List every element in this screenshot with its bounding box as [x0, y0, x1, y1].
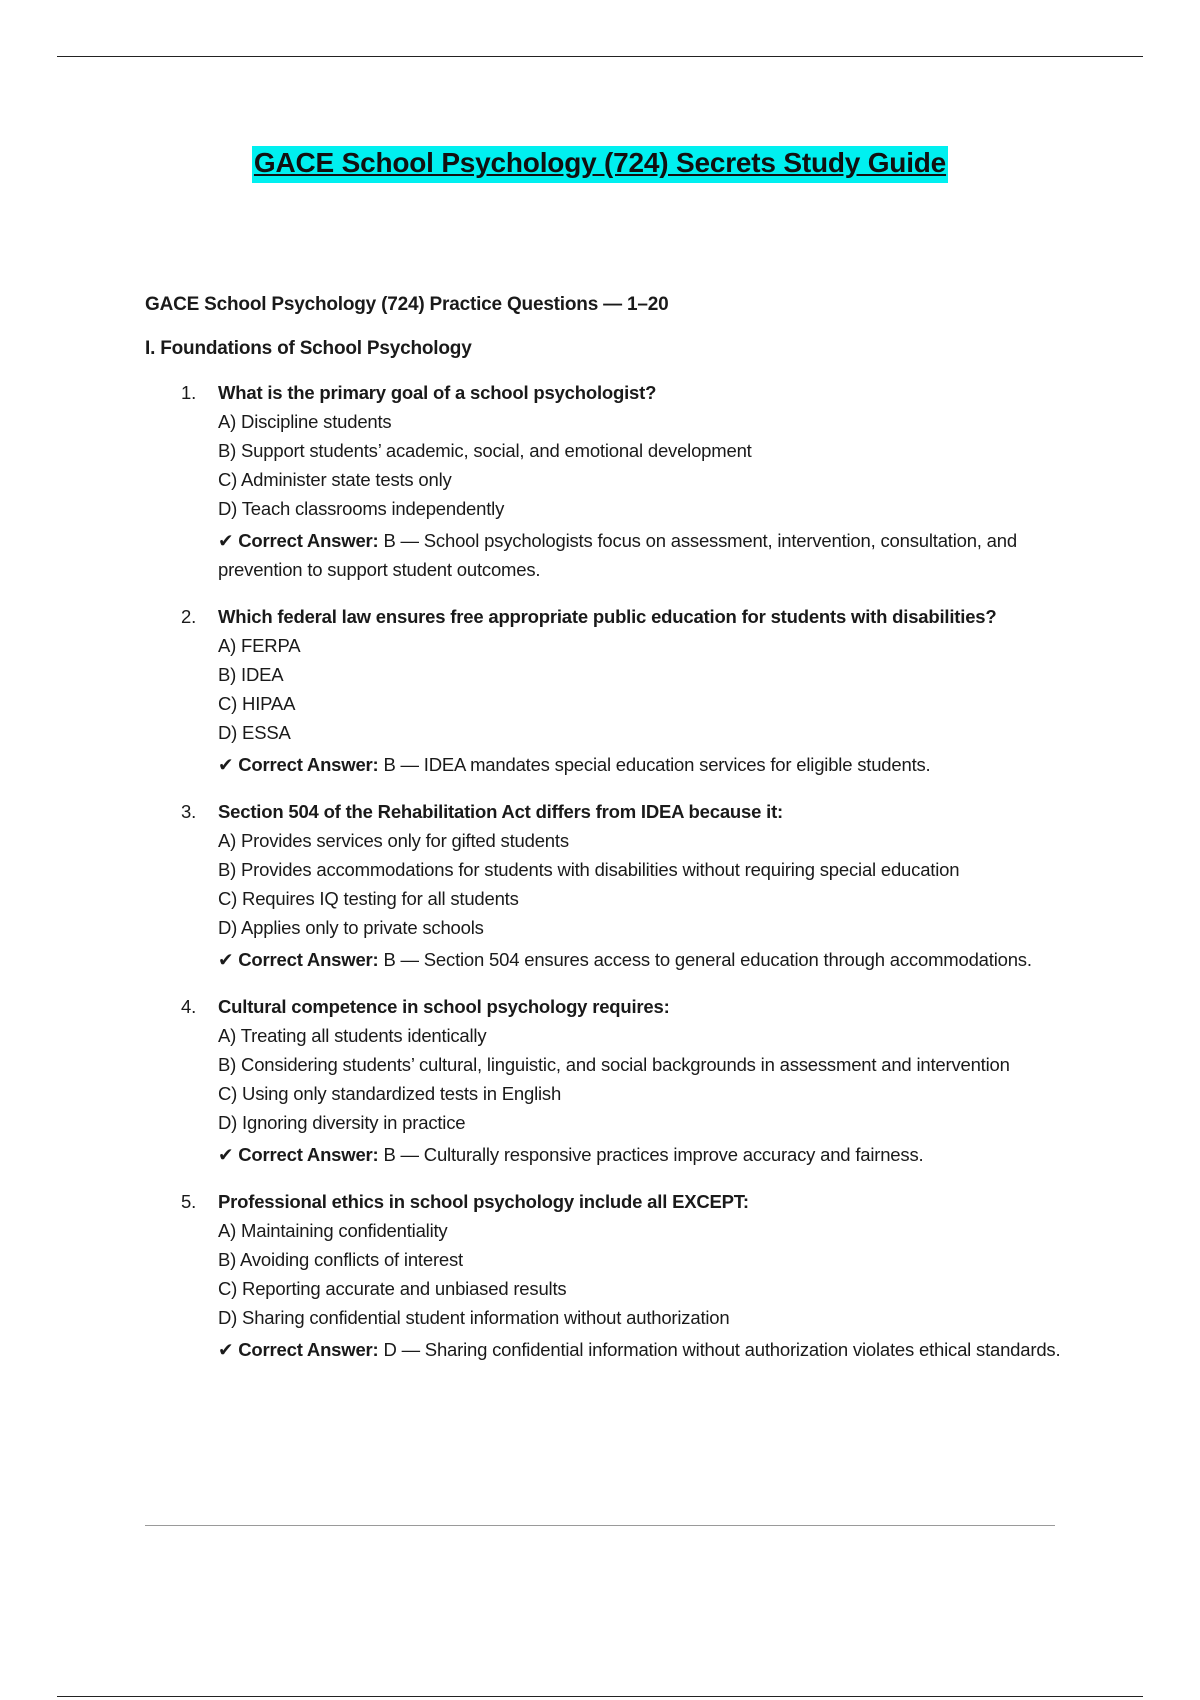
- document-title: GACE School Psychology (724) Secrets Study Guide: [252, 146, 948, 183]
- question-item: [145, 602, 1065, 779]
- checkmark-icon: ✔: [218, 949, 234, 970]
- practice-questions-heading: GACE School Psychology (724) Practice Questions — 1–20: [145, 294, 669, 315]
- checkmark-icon: ✔: [218, 1339, 234, 1360]
- correct-answer: [218, 1335, 1065, 1364]
- checkmark-icon: ✔: [218, 754, 234, 775]
- question-item: [145, 797, 1065, 974]
- question-number: 2.: [181, 606, 197, 627]
- question-list: [145, 378, 1065, 1364]
- correct-answer-label: Correct Answer:: [238, 754, 379, 775]
- question-item: [145, 378, 1065, 584]
- question-text: Cultural competence in school psychology requires:: [218, 996, 670, 1017]
- question-text: Professional ethics in school psychology include all EXCEPT:: [218, 1191, 749, 1212]
- answer-option: B) IDEA: [218, 664, 284, 685]
- answer-option: C) Using only standardized tests in English: [218, 1083, 562, 1104]
- correct-answer: [218, 750, 1065, 779]
- question-text: What is the primary goal of a school psychologist?: [218, 382, 657, 403]
- correct-answer-label: Correct Answer:: [238, 1144, 379, 1165]
- correct-answer-label: Correct Answer:: [238, 1339, 379, 1360]
- question-item: [145, 1187, 1065, 1364]
- correct-answer-text: B — School psychologists focus on assessment, intervention, consultation, and prevention to support student outcomes.: [218, 530, 1017, 580]
- correct-answer-text: B — Culturally responsive practices improve accuracy and fairness.: [383, 1144, 924, 1165]
- answer-option: C) Administer state tests only: [218, 469, 452, 490]
- page-bottom-rule: [57, 1696, 1143, 1697]
- correct-answer-label: Correct Answer:: [238, 530, 379, 551]
- correct-answer: [218, 945, 1065, 974]
- answer-option: B) Considering students’ cultural, linguistic, and social backgrounds in assessment and intervention: [218, 1054, 1010, 1075]
- answer-option: D) Ignoring diversity in practice: [218, 1112, 466, 1133]
- page-top-rule: [57, 56, 1143, 57]
- answer-option: A) Discipline students: [218, 411, 392, 432]
- question-number: 5.: [181, 1191, 197, 1212]
- answer-option: C) HIPAA: [218, 693, 296, 714]
- checkmark-icon: ✔: [218, 530, 234, 551]
- answer-option: D) Teach classrooms independently: [218, 498, 505, 519]
- answer-option: D) Sharing confidential student information without authorization: [218, 1307, 730, 1328]
- section-divider: [145, 1525, 1055, 1526]
- answer-option: A) Treating all students identically: [218, 1025, 487, 1046]
- answer-option: A) Maintaining confidentiality: [218, 1220, 448, 1241]
- answer-option: C) Requires IQ testing for all students: [218, 888, 519, 909]
- question-number: 4.: [181, 996, 197, 1017]
- answer-option: A) FERPA: [218, 635, 301, 656]
- answer-option: B) Provides accommodations for students with disabilities without requiring special education: [218, 859, 960, 880]
- answer-option: B) Avoiding conflicts of interest: [218, 1249, 463, 1270]
- question-number: 1.: [181, 382, 197, 403]
- question-text: Which federal law ensures free appropriate public education for students with disabilities?: [218, 606, 997, 627]
- correct-answer-label: Correct Answer:: [238, 949, 379, 970]
- correct-answer: [218, 526, 1065, 584]
- correct-answer-text: B — IDEA mandates special education services for eligible students.: [383, 754, 931, 775]
- document-content: [145, 294, 1065, 1382]
- correct-answer: [218, 1140, 1065, 1169]
- question-item: [145, 992, 1065, 1169]
- correct-answer-text: B — Section 504 ensures access to general education through accommodations.: [383, 949, 1032, 970]
- answer-option: C) Reporting accurate and unbiased results: [218, 1278, 567, 1299]
- question-text: Section 504 of the Rehabilitation Act differs from IDEA because it:: [218, 801, 783, 822]
- question-number: 3.: [181, 801, 197, 822]
- answer-option: D) ESSA: [218, 722, 291, 743]
- title-container: [0, 146, 1200, 183]
- correct-answer-text: D — Sharing confidential information without authorization violates ethical standards.: [383, 1339, 1061, 1360]
- answer-option: A) Provides services only for gifted students: [218, 830, 569, 851]
- checkmark-icon: ✔: [218, 1144, 234, 1165]
- section-heading: I. Foundations of School Psychology: [145, 338, 472, 359]
- answer-option: B) Support students’ academic, social, and emotional development: [218, 440, 752, 461]
- answer-option: D) Applies only to private schools: [218, 917, 484, 938]
